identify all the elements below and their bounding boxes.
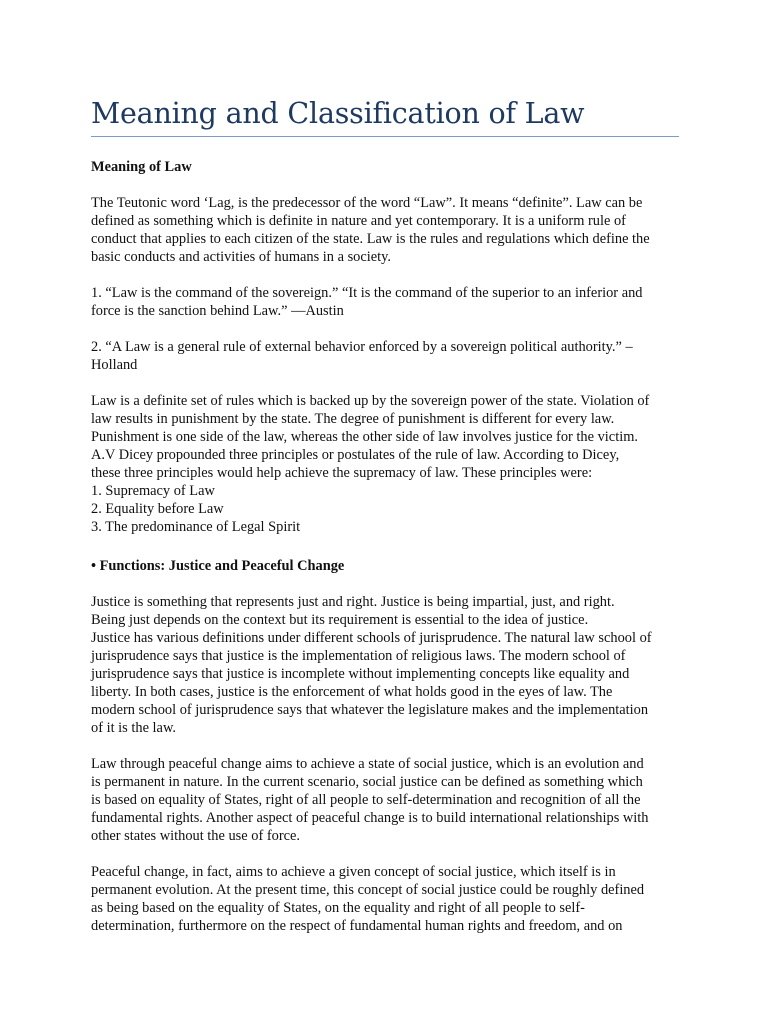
text-line: jurisprudence says that justice is the implementation of religious laws. The modern school of [91, 648, 626, 664]
text-line: fundamental rights. Another aspect of peaceful change is to build international relationships with [91, 810, 649, 826]
section-heading-meaning: Meaning of Law [91, 159, 192, 175]
text-line: permanent evolution. At the present time, this concept of social justice could be roughly defined [91, 882, 645, 898]
paragraph-peaceful-change [91, 755, 679, 845]
text-line: Holland [91, 357, 138, 373]
paragraph-austin-quote [91, 284, 679, 320]
text-line: Law through peaceful change aims to achieve a state of social justice, which is an evolution and [91, 756, 644, 772]
document-page [91, 0, 679, 935]
text-line: determination, furthermore on the respect of fundamental human rights and freedom, and on [91, 918, 623, 934]
text-line: defined as something which is definite in nature and yet contemporary. It is a uniform rule of [91, 213, 626, 229]
paragraph-holland-quote [91, 338, 679, 374]
text-line: jurisprudence says that justice is incomplete without implementing concepts like equality and [91, 666, 630, 682]
text-line: Punishment is one side of the law, whereas the other side of law involves justice for the victim. [91, 429, 638, 445]
text-line: conduct that applies to each citizen of the state. Law is the rules and regulations which define the [91, 231, 650, 247]
text-line: these three principles would help achieve the supremacy of law. These principles were: [91, 465, 593, 481]
paragraph-justice [91, 593, 679, 737]
text-line: liberty. In both cases, justice is the enforcement of what holds good in the eyes of law. The [91, 684, 613, 700]
text-line: is based on equality of States, right of all people to self-determination and recognition of all the [91, 792, 641, 808]
text-line: modern school of jurisprudence says that whatever the legislature makes and the implementation [91, 702, 649, 718]
list-item: 2. Equality before Law [91, 501, 224, 517]
text-line: other states without the use of force. [91, 828, 301, 844]
text-line: basic conducts and activities of humans in a society. [91, 249, 391, 265]
paragraph-social-justice [91, 863, 679, 935]
text-line: 1. “Law is the command of the sovereign.” “It is the command of the superior to an inferior and [91, 285, 643, 301]
paragraph-rule-of-law [91, 392, 679, 536]
text-line: force is the sanction behind Law.” —Austin [91, 303, 344, 319]
list-item: 1. Supremacy of Law [91, 483, 215, 499]
text-line: Justice is something that represents just and right. Justice is being impartial, just, and right. [91, 594, 615, 610]
text-line: Being just depends on the context but its requirement is essential to the idea of justice. [91, 612, 589, 628]
document-title: Meaning and Classification of Law [91, 97, 585, 130]
text-line: law results in punishment by the state. The degree of punishment is different for every law. [91, 411, 615, 427]
text-line: is permanent in nature. In the current scenario, social justice can be defined as something which [91, 774, 643, 790]
list-item: 3. The predominance of Legal Spirit [91, 519, 301, 535]
text-line: of it is the law. [91, 720, 176, 736]
text-line: The Teutonic word ‘Lag, is the predecessor of the word “Law”. It means “definite”. Law can be [91, 195, 643, 211]
text-line: A.V Dicey propounded three principles or postulates of the rule of law. According to Dicey, [91, 447, 620, 463]
section-heading-functions: • Functions: Justice and Peaceful Change [91, 558, 345, 574]
text-line: 2. “A Law is a general rule of external behavior enforced by a sovereign political authority.” – [91, 339, 633, 355]
text-line: Law is a definite set of rules which is backed up by the sovereign power of the state. Violation of [91, 393, 650, 409]
text-line: Peaceful change, in fact, aims to achieve a given concept of social justice, which itself is in [91, 864, 616, 880]
text-line: as being based on the equality of States, on the equality and right of all people to self- [91, 900, 585, 916]
title-divider [91, 136, 679, 137]
text-line: Justice has various definitions under different schools of jurisprudence. The natural law school of [91, 630, 652, 646]
paragraph-teutonic [91, 194, 679, 266]
